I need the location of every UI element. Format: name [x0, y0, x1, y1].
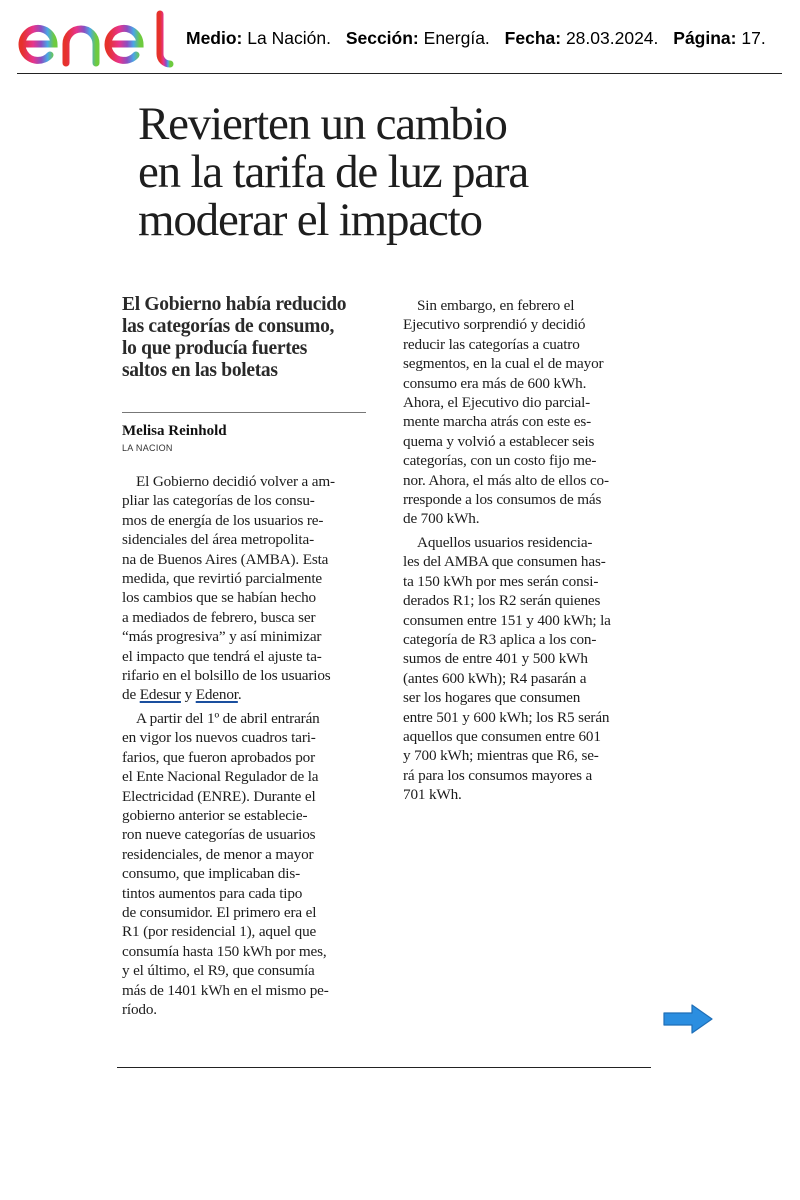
- text-line: nor. Ahora, el más alto de ellos co-: [403, 471, 609, 489]
- text-line: consumía hasta 150 kWh por mes,: [122, 942, 327, 960]
- text-line: en vigor los nuevos cuadros tari-: [122, 729, 316, 747]
- text-line: quema y volvió a establecer seis: [403, 432, 595, 450]
- footer-divider: [117, 1067, 651, 1068]
- text-line: R1 (por residencial 1), aquel que: [122, 923, 317, 941]
- text-line: 701 kWh.: [403, 786, 462, 804]
- text-line: los cambios que se habían hecho: [122, 589, 316, 607]
- paragraph-last-line: [122, 685, 366, 704]
- text-line: El Gobierno decidió volver a am-: [136, 473, 335, 490]
- arrow-right-icon[interactable]: [662, 1003, 714, 1035]
- text-line: rresponde a los consumos de más: [403, 491, 602, 509]
- paragraph: [122, 472, 366, 685]
- headline-line: moderar el impacto: [138, 194, 482, 246]
- text-line: categorías, con un costo fijo me-: [403, 452, 597, 470]
- text-line: rá para los consumos mayores a: [403, 766, 593, 784]
- publication-meta: [186, 28, 796, 49]
- text-fragment: .: [237, 686, 242, 704]
- text-line: sumos de entre 401 y 500 kWh: [403, 650, 588, 668]
- fecha-label: Fecha:: [504, 28, 562, 48]
- text-line: Electricidad (ENRE). Durante el: [122, 787, 316, 805]
- headline-line: Revierten un cambio: [138, 98, 507, 150]
- text-line: Aquellos usuarios residencia-: [417, 533, 593, 551]
- edenor-link[interactable]: Edenor: [195, 686, 238, 704]
- paragraph: [403, 296, 647, 529]
- text-line: sidenciales del área metropolita-: [122, 531, 314, 549]
- header-divider: [17, 73, 782, 74]
- text-line: ser los hogares que consumen: [403, 689, 581, 707]
- author-source: LA NACION: [122, 443, 173, 453]
- text-line: gobierno anterior se establecie-: [122, 806, 308, 824]
- text-line: ríodo.: [122, 1000, 157, 1018]
- text-line: segmentos, en la cual el de mayor: [403, 355, 604, 373]
- text-line: mos de energía de los usuarios re-: [122, 511, 324, 529]
- seccion-value: Energía.: [423, 28, 490, 48]
- text-line: Sin embargo, en febrero el: [417, 297, 575, 314]
- text-line: el Ente Nacional Regulador de la: [122, 768, 319, 786]
- text-line: Ahora, el Ejecutivo dio parcial-: [403, 394, 591, 412]
- text-line: ta 150 kWh por mes serán consi-: [403, 572, 599, 590]
- article-column-right: [403, 296, 647, 805]
- pagina-value: 17.: [741, 28, 766, 48]
- text-line: entre 501 y 600 kWh; los R5 serán: [403, 708, 610, 726]
- article-body-left: [122, 472, 366, 1019]
- text-line: farios, que fueron aprobados por: [122, 748, 315, 766]
- text-line: ron nueve categorías de usuarios: [122, 826, 316, 844]
- subhead-line: lo que producía fuertes: [122, 338, 308, 359]
- paragraph: [122, 709, 366, 1020]
- headline-line: en la tarifa de luz para: [138, 146, 529, 198]
- enel-logo: [14, 8, 182, 70]
- text-line: reducir las categorías a cuatro: [403, 335, 580, 353]
- text-line: pliar las categorías de los consu-: [122, 492, 315, 510]
- text-line: de consumidor. El primero era el: [122, 903, 317, 921]
- text-line: el impacto que tendrá el ajuste ta-: [122, 647, 322, 665]
- text-line: y el último, el R9, que consumía: [122, 962, 315, 980]
- article-subhead: [122, 294, 366, 382]
- text-line: categoría de R3 aplica a los con-: [403, 630, 597, 648]
- text-line: les del AMBA que consumen has-: [403, 553, 606, 571]
- text-line: mente marcha atrás con este es-: [403, 413, 592, 431]
- text-line: a mediados de febrero, busca ser: [122, 608, 316, 626]
- text-line: medida, que revirtió parcialmente: [122, 570, 322, 588]
- seccion-label: Sección:: [345, 28, 419, 48]
- medio-value: La Nación.: [247, 28, 331, 48]
- text-line: consumen entre 151 y 400 kWh; la: [403, 611, 611, 629]
- text-line: más de 1401 kWh en el mismo pe-: [122, 981, 329, 999]
- text-line: tintos aumentos para cada tipo: [122, 884, 303, 902]
- text-line: y 700 kWh; mientras que R6, se-: [403, 747, 599, 765]
- text-line: “más progresiva” y así minimizar: [122, 628, 322, 646]
- author-name: Melisa Reinhold: [122, 423, 227, 439]
- text-line: consumo era más de 600 kWh.: [403, 374, 587, 392]
- subhead-line: las categorías de consumo,: [122, 316, 335, 337]
- medio-label: Medio:: [186, 28, 243, 48]
- text-fragment: de: [122, 686, 140, 704]
- text-fragment: y: [180, 686, 196, 704]
- paragraph: [403, 533, 647, 805]
- subhead-line: saltos en las boletas: [122, 360, 278, 381]
- text-line: consumo, que implicaban dis-: [122, 865, 301, 883]
- text-line: Ejecutivo sorprendió y decidió: [403, 316, 586, 334]
- pagina-label: Página:: [673, 28, 737, 48]
- fecha-value: 28.03.2024.: [565, 28, 659, 48]
- text-line: de 700 kWh.: [403, 510, 480, 528]
- text-line: na de Buenos Aires (AMBA). Esta: [122, 550, 329, 568]
- edesur-link[interactable]: Edesur: [139, 686, 181, 704]
- text-line: (antes 600 kWh); R4 pasarán a: [403, 669, 587, 687]
- text-line: residenciales, de menor a mayor: [122, 845, 314, 863]
- byline-divider: [122, 412, 366, 413]
- text-line: A partir del 1º de abril entrarán: [136, 709, 320, 727]
- subhead-line: El Gobierno había reducido: [122, 294, 347, 315]
- text-line: derados R1; los R2 serán quienes: [403, 592, 601, 610]
- article-headline: [138, 100, 698, 244]
- text-line: rifario en el bolsillo de los usuarios: [122, 667, 331, 685]
- article-column-left: [122, 294, 366, 1019]
- text-line: aquellos que consumen entre 601: [403, 727, 601, 745]
